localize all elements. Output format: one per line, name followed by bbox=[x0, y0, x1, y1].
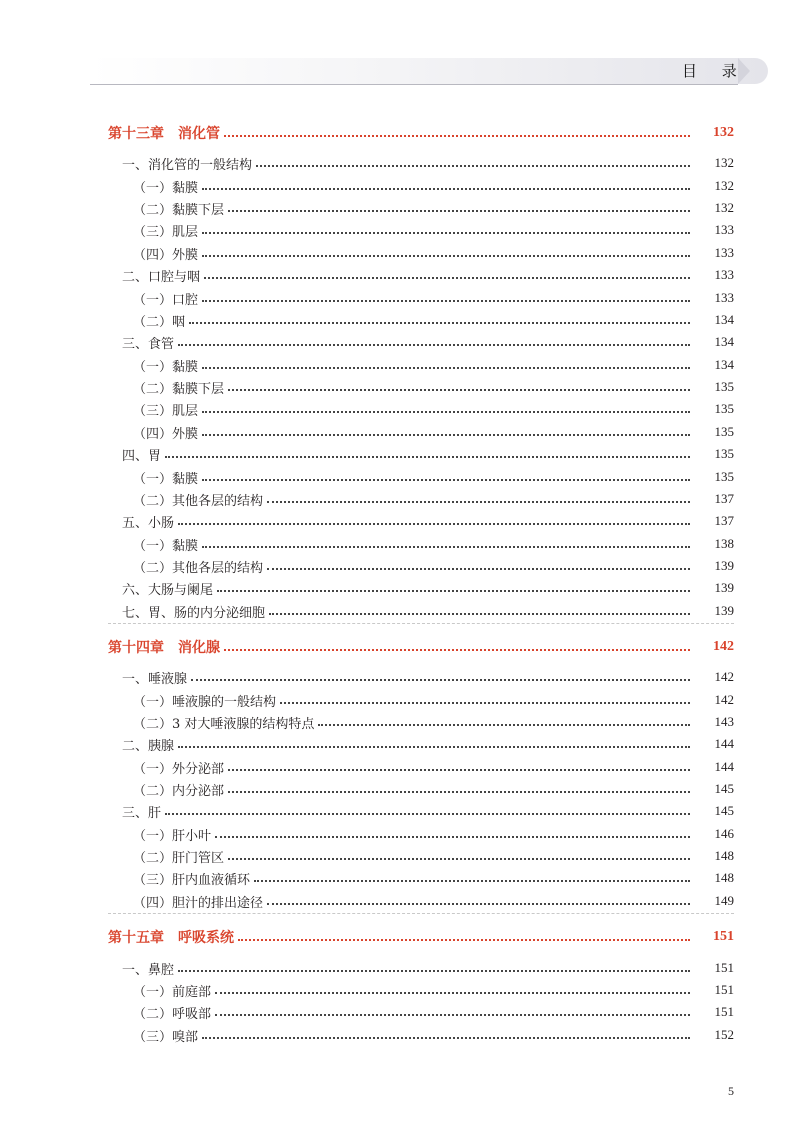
chapter-separator bbox=[108, 623, 734, 624]
dot-leader bbox=[202, 434, 690, 436]
toc-entry-page: 151 bbox=[714, 1004, 734, 1019]
toc-entry[interactable] bbox=[0, 220, 800, 240]
dot-leader bbox=[202, 479, 690, 481]
dot-leader bbox=[165, 813, 690, 815]
toc-entry-label: （二）肝门管区 bbox=[133, 850, 225, 866]
toc-entry[interactable] bbox=[0, 310, 800, 330]
toc-entry-page: 134 bbox=[714, 312, 734, 327]
toc-entry-label: 第十五章 呼吸系统 bbox=[108, 930, 234, 946]
dot-leader bbox=[228, 791, 690, 793]
dot-leader bbox=[178, 970, 690, 972]
toc-entry[interactable] bbox=[0, 377, 800, 397]
toc-entry-label: （三）肝内血液循环 bbox=[133, 872, 251, 888]
header-arrow-icon bbox=[738, 58, 750, 84]
toc-entry-label: （一）黏膜 bbox=[133, 359, 199, 375]
toc-entry-page: 135 bbox=[714, 446, 734, 461]
toc-entry-page: 151 bbox=[713, 929, 734, 944]
toc-entry-label: 五、小肠 bbox=[122, 515, 175, 531]
toc-entry-label: 二、口腔与咽 bbox=[122, 269, 201, 285]
toc-entry-label: （四）外膜 bbox=[133, 247, 199, 263]
toc-entry-label: （二）咽 bbox=[133, 314, 186, 330]
toc-entry-label: 二、胰腺 bbox=[122, 738, 175, 754]
toc-entry-page: 133 bbox=[714, 245, 734, 260]
toc-entry-page: 134 bbox=[714, 334, 734, 349]
dot-leader bbox=[202, 411, 690, 413]
dot-leader bbox=[178, 344, 690, 346]
toc-entry-label: 三、食管 bbox=[122, 336, 175, 352]
toc-entry[interactable] bbox=[0, 153, 800, 173]
toc-entry[interactable] bbox=[0, 176, 800, 196]
toc-entry-label: （三）肌层 bbox=[133, 224, 199, 240]
dot-leader bbox=[228, 389, 690, 391]
dot-leader bbox=[202, 300, 690, 302]
toc-entry-page: 142 bbox=[714, 669, 734, 684]
toc-entry-page: 135 bbox=[714, 424, 734, 439]
header-band bbox=[90, 58, 768, 84]
toc-entry-label: （二）内分泌部 bbox=[133, 783, 225, 799]
dot-leader bbox=[178, 523, 690, 525]
toc-entry-page: 135 bbox=[714, 379, 734, 394]
toc-entry[interactable] bbox=[0, 444, 800, 464]
toc-entry-label: （一）唾液腺的一般结构 bbox=[133, 694, 277, 710]
toc-entry[interactable] bbox=[0, 422, 800, 442]
toc-entry[interactable] bbox=[0, 198, 800, 218]
toc-entry-page: 139 bbox=[714, 603, 734, 618]
dot-leader bbox=[189, 322, 690, 324]
toc-entry-page: 148 bbox=[714, 870, 734, 885]
toc-entry-label: （一）前庭部 bbox=[133, 984, 212, 1000]
toc-entry[interactable] bbox=[0, 712, 800, 732]
toc-entry[interactable] bbox=[0, 1002, 800, 1022]
toc-entry[interactable] bbox=[0, 1025, 800, 1045]
toc-entry-label: （一）黏膜 bbox=[133, 180, 199, 196]
toc-entry[interactable] bbox=[0, 980, 800, 1000]
toc-entry-label: （一）肝小叶 bbox=[133, 828, 212, 844]
toc-entry[interactable] bbox=[0, 355, 800, 375]
toc-entry-label: （三）嗅部 bbox=[133, 1029, 199, 1045]
toc-entry-page: 138 bbox=[714, 536, 734, 551]
toc-entry[interactable] bbox=[0, 824, 800, 844]
toc-chapter-entry[interactable] bbox=[0, 637, 800, 657]
dot-leader bbox=[191, 679, 690, 681]
toc-entry-page: 135 bbox=[714, 401, 734, 416]
toc-chapter-entry[interactable] bbox=[0, 123, 800, 143]
toc-entry-page: 146 bbox=[714, 826, 734, 841]
toc-entry-label: 一、鼻腔 bbox=[122, 962, 175, 978]
toc-entry-page: 133 bbox=[714, 222, 734, 237]
dot-leader bbox=[267, 568, 690, 570]
toc-entry-page: 135 bbox=[714, 469, 734, 484]
toc-entry[interactable] bbox=[0, 489, 800, 509]
dot-leader bbox=[215, 836, 690, 838]
toc-entry[interactable] bbox=[0, 511, 800, 531]
dot-leader bbox=[202, 1037, 690, 1039]
dot-leader bbox=[267, 903, 690, 905]
toc-entry[interactable] bbox=[0, 399, 800, 419]
toc-entry[interactable] bbox=[0, 265, 800, 285]
toc-entry[interactable] bbox=[0, 534, 800, 554]
toc-entry[interactable] bbox=[0, 243, 800, 263]
toc-entry[interactable] bbox=[0, 868, 800, 888]
toc-entry-page: 145 bbox=[714, 781, 734, 796]
toc-entry-label: 第十四章 消化腺 bbox=[108, 640, 220, 656]
toc-entry-page: 132 bbox=[714, 178, 734, 193]
toc-entry[interactable] bbox=[0, 891, 800, 911]
dot-leader bbox=[238, 939, 690, 941]
page-number: 5 bbox=[728, 1084, 734, 1098]
toc-entry-label: 六、大肠与阑尾 bbox=[122, 582, 214, 598]
dot-leader bbox=[267, 501, 690, 503]
toc-entry-page: 143 bbox=[714, 714, 734, 729]
toc-entry[interactable] bbox=[0, 958, 800, 978]
toc-entry-page: 134 bbox=[714, 357, 734, 372]
toc-entry-label: （二）其他各层的结构 bbox=[133, 560, 264, 576]
toc-chapter-entry[interactable] bbox=[0, 927, 800, 947]
toc-entry-page: 142 bbox=[714, 692, 734, 707]
toc-entry-page: 144 bbox=[714, 759, 734, 774]
toc-entry-page: 151 bbox=[714, 960, 734, 975]
toc-entry-label: 四、胃 bbox=[122, 448, 162, 464]
toc-entry-page: 144 bbox=[714, 736, 734, 751]
toc-entry[interactable] bbox=[0, 801, 800, 821]
toc-entry-label: （一）黏膜 bbox=[133, 538, 199, 554]
dot-leader bbox=[178, 746, 690, 748]
toc-entry-page: 137 bbox=[714, 491, 734, 506]
dot-leader bbox=[318, 724, 690, 726]
dot-leader bbox=[224, 135, 690, 137]
toc-entry-label: 三、肝 bbox=[122, 805, 162, 821]
toc-entry[interactable] bbox=[0, 734, 800, 754]
toc-entry[interactable] bbox=[0, 467, 800, 487]
dot-leader bbox=[202, 188, 690, 190]
toc-entry[interactable] bbox=[0, 757, 800, 777]
toc-entry-page: 132 bbox=[713, 125, 734, 140]
toc-entry-page: 133 bbox=[714, 290, 734, 305]
toc-entry-page: 139 bbox=[714, 558, 734, 573]
page-title: 目 录 bbox=[682, 62, 747, 80]
dot-leader bbox=[202, 255, 690, 257]
toc-entry-label: （一）口腔 bbox=[133, 292, 199, 308]
dot-leader bbox=[204, 277, 690, 279]
toc-entry-page: 152 bbox=[714, 1027, 734, 1042]
dot-leader bbox=[254, 880, 690, 882]
toc-entry-label: （二）黏膜下层 bbox=[133, 381, 225, 397]
toc-entry-label: 一、消化管的一般结构 bbox=[122, 157, 253, 173]
toc-entry-label: （二）呼吸部 bbox=[133, 1006, 212, 1022]
dot-leader bbox=[202, 232, 690, 234]
dot-leader bbox=[228, 210, 690, 212]
toc-entry[interactable] bbox=[0, 690, 800, 710]
dot-leader bbox=[269, 613, 690, 615]
toc-entry[interactable] bbox=[0, 846, 800, 866]
toc-entry-page: 151 bbox=[714, 982, 734, 997]
toc-entry[interactable] bbox=[0, 288, 800, 308]
toc-entry-page: 132 bbox=[714, 200, 734, 215]
toc-entry-label: （二）3 对大唾液腺的结构特点 bbox=[133, 716, 315, 732]
toc-entry-page: 145 bbox=[714, 803, 734, 818]
toc-entry-label: （一）外分泌部 bbox=[133, 761, 225, 777]
toc-entry-page: 133 bbox=[714, 267, 734, 282]
dot-leader bbox=[224, 649, 690, 651]
dot-leader bbox=[228, 858, 690, 860]
toc-entry-label: 第十三章 消化管 bbox=[108, 126, 220, 142]
dot-leader bbox=[202, 546, 690, 548]
toc-entry-page: 148 bbox=[714, 848, 734, 863]
toc-entry-label: 一、唾液腺 bbox=[122, 671, 188, 687]
toc-entry-label: （三）肌层 bbox=[133, 403, 199, 419]
dot-leader bbox=[202, 367, 690, 369]
dot-leader bbox=[215, 1014, 690, 1016]
dot-leader bbox=[215, 992, 690, 994]
dot-leader bbox=[256, 165, 690, 167]
toc-entry[interactable] bbox=[0, 578, 800, 598]
toc-entry-label: （二）其他各层的结构 bbox=[133, 493, 264, 509]
dot-leader bbox=[280, 702, 690, 704]
toc-entry[interactable] bbox=[0, 601, 800, 621]
toc-entry-label: （一）黏膜 bbox=[133, 471, 199, 487]
dot-leader bbox=[165, 456, 690, 458]
toc-entry-page: 149 bbox=[714, 893, 734, 908]
toc-entry-label: （二）黏膜下层 bbox=[133, 202, 225, 218]
toc-entry-label: （四）外膜 bbox=[133, 426, 199, 442]
toc-entry-page: 139 bbox=[714, 580, 734, 595]
toc-entry[interactable] bbox=[0, 779, 800, 799]
dot-leader bbox=[228, 769, 690, 771]
toc-entry[interactable] bbox=[0, 667, 800, 687]
toc-entry[interactable] bbox=[0, 556, 800, 576]
toc-entry-page: 142 bbox=[713, 639, 734, 654]
toc-entry-page: 132 bbox=[714, 155, 734, 170]
dot-leader bbox=[217, 590, 690, 592]
chapter-separator bbox=[108, 913, 734, 914]
toc-entry-label: 七、胃、肠的内分泌细胞 bbox=[122, 605, 266, 621]
toc-entry-page: 137 bbox=[714, 513, 734, 528]
header-rule bbox=[90, 84, 738, 85]
toc-entry[interactable] bbox=[0, 332, 800, 352]
toc-entry-label: （四）胆汁的排出途径 bbox=[133, 895, 264, 911]
